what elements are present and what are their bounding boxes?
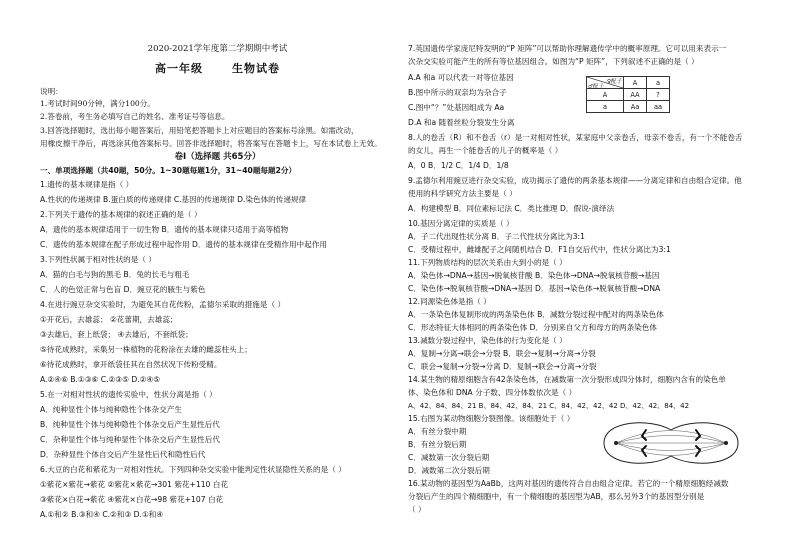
instruction-1: 1.考试时间90分钟，满分100分。 xyxy=(40,99,155,108)
question-line: ①紫花×紫花→紫花 ②紫花×紫花→301 紫花+110 白花 xyxy=(40,480,228,489)
exam-heading xyxy=(40,64,395,74)
matrix-cell: aa xyxy=(647,101,670,113)
question-line: 11.下列物质结构的层次关系由大到小的是（ ） xyxy=(408,258,567,267)
question-line: C．减数第一次分裂后期 xyxy=(408,453,490,462)
question-line: A．复制→分离→联会→分裂 B．联会→复制→分离→分裂 xyxy=(408,349,596,358)
matrix-row-label: A xyxy=(587,89,624,101)
part-heading: 一、单项选择题（共40题，50分。1~30题每题1分，31~40题每题2分） xyxy=(40,166,297,175)
question-line: A．构建模型 B．同位素标记法 C．类比推理 D．假说-演绎法 xyxy=(408,204,615,213)
question-line: 5.在一对相对性状的遗传实验中，性状分离是指（ ） xyxy=(40,390,217,399)
question-line: C．人的色觉正常与色盲 D．豌豆花的腋生与紫色 xyxy=(40,285,206,294)
question-line: B.图中所示的双亲均为杂合子 xyxy=(408,88,507,97)
question-line: A．一条染色体复制形成的两条染色体 B．减数分裂过程中配对的两条染色体 xyxy=(408,310,664,319)
question-line: C．受精过程中，雌雄配子之间随机结合 D．F1自交后代中，性状分离比为3:1 xyxy=(408,245,671,254)
question-line: （ ） xyxy=(408,505,426,514)
question-line: 使用的科学研究方法主要是（ ） xyxy=(408,189,517,198)
question-line: 3.下列性状属于相对性状的是（ ） xyxy=(40,255,156,264)
question-line: D．减数第二次分裂后期 xyxy=(408,466,490,475)
question-line: C．遗传的基本规律在配子形成过程中起作用 D．遗传的基本规律在受精作用中起作用 xyxy=(40,240,327,249)
matrix-cell: AA xyxy=(624,89,647,101)
question-line: 12.同源染色体是指（ ） xyxy=(408,297,491,306)
question-line: A．有丝分裂中期 xyxy=(408,427,467,436)
question-line: D．杂种显性个体自交后产生显性后代和隐性后代 xyxy=(40,450,206,459)
question-line: ①开花后，去雄蕊； ②花蕾期，去雄蕊； xyxy=(40,315,178,324)
question-line: 14.某生物的精原细胞含有42条染色体，在减数第一次分裂形成四分体时，细胞内含有的染色单 xyxy=(408,375,726,384)
question-line: A.A 和a 可以代表一对等位基因 xyxy=(408,73,514,82)
question-line: A.②④⑥ B.①③⑥ C.②③⑤ D.②④⑤ xyxy=(40,375,161,384)
question-line: A.性状的传递规律 B.蛋白质的传递规律 C.基因的传递规律 D.染色体的传递规律 xyxy=(40,195,307,204)
question-line: ⑥待花成熟时，拿开纸袋任其在自然状况下传粉受精。 xyxy=(40,360,222,369)
matrix-col-label: a xyxy=(647,77,670,89)
question-line: 8.人的卷舌（R）和不卷舌（r）是一对相对性状，某家庭中父亲卷舌，母亲不卷舌，有一个不能卷舌 xyxy=(408,133,743,142)
instructions-label: 说明： xyxy=(40,87,63,96)
question-line: 13.减数分裂过程中，染色体的行为变化是（ ） xyxy=(408,336,567,345)
matrix-row-label: a xyxy=(587,101,624,113)
question-line: A.①和② B.③和④ C.②和③ D.①和④ xyxy=(40,510,164,519)
grade-label: 高一年级 xyxy=(155,62,203,75)
question-line: D.A 和a 随着丝粒分裂发生分离 xyxy=(408,118,515,127)
question-line: 16.某动物的基因型为AaBb，这两对基因的遗传符合自由组合定律。若它的一个精原细胞经减数 xyxy=(408,479,729,488)
question-line: B．纯种显性个体与纯种隐性个体杂交后产生显性后代 xyxy=(40,420,220,429)
matrix-header-top: ♀配子 xyxy=(606,79,622,85)
question-line: A．遗传的基本规律适用于一切生物 B．遗传的基本规律只适用于高等植物 xyxy=(40,225,289,234)
subject-label: 生物试卷 xyxy=(231,62,280,75)
question-line: 15.右图为某动物细胞分裂图像。该细胞处于（ ） xyxy=(408,414,575,423)
question-line: ⑤待花成熟时，采集另一株植物的花粉涂在去雄的雌蕊柱头上； xyxy=(40,345,252,354)
instruction-2: 2.答卷前，考生务必填写自己的姓名、准考证号等信息。 xyxy=(40,112,230,121)
question-line: 2.下列关于遗传的基本规律的叙述正确的是（ ） xyxy=(40,210,202,219)
question-line: C．染色体→脱氧核苷酸→DNA→基因 D．基因→染色体→脱氧核苷酸→DNA xyxy=(408,284,661,293)
instruction-4: 用橡皮擦干净后，再选涂其他答案标号。回答非选择题时，将答案写在答题卡上，写在本试卷上无效。 xyxy=(40,139,382,148)
question-line: C．形态特征大体相同的两条染色体 D．分别来自父方和母方的两条染色体 xyxy=(408,323,657,332)
question-line: A．纯种显性个体与纯种隐性个体杂交产生 xyxy=(40,405,182,414)
question-line: A．猫的白毛与狗的黑毛 B．兔的长毛与粗毛 xyxy=(40,270,190,279)
matrix-header-left: ♂配子 xyxy=(588,84,604,90)
question-line: ③去雄后，套上纸袋； ④去雄后，不套纸袋； xyxy=(40,330,193,339)
matrix-col-label: A xyxy=(624,77,647,89)
question-line: A．子二代出现性状分离 B．子二代性状分离比为3:1 xyxy=(408,232,585,241)
question-line: 4.在进行豌豆杂交实验时，为避免其自花传粉，孟德尔采取的措施是（ ） xyxy=(40,300,286,309)
section-title: 卷Ⅰ（选择题 共65分） xyxy=(174,152,261,162)
matrix-cell: ? xyxy=(647,89,670,101)
question-line: 6.大豆的白花和紫花为一对相对性状。下列四种杂交实验中能判定性状显隐性关系的是（ ） xyxy=(40,465,346,474)
question-line: A、42、84、84、21 B、84、42、84、21 C、84、42、42、42 D、42、42、84、42 xyxy=(408,402,690,410)
question-line: ③紫花×白花→紫花 ④紫花×白花→98 紫花+107 白花 xyxy=(40,495,224,504)
question-line: 7.英国遗传学家庞尼特发明的“P 矩阵”可以帮助你理解遗传学中的概率原理。它可以用来表示一 xyxy=(408,44,727,53)
question-line: 10.基因分离定律的实质是（ ） xyxy=(408,219,514,228)
matrix-cell: Aa xyxy=(624,101,647,113)
question-line: B．有丝分裂后期 xyxy=(408,440,467,449)
cell-division-figure xyxy=(596,414,746,472)
question-line: A．染色体→DNA→基因→脱氧核苷酸 B．染色体→DNA→脱氧核苷酸→基因 xyxy=(408,271,660,280)
question-line: C.图中“？”处基因组成为 Aa xyxy=(408,103,505,112)
instruction-3: 3.回答选择题时，选出每小题答案后，用铅笔把答题卡上对应题目的答案标号涂黑。如需改动， xyxy=(40,126,359,135)
question-line: A．0 B．1/2 C．1/4 D．1/8 xyxy=(408,161,509,170)
exam-title: 2020-2021学年度第二学期期中考试 xyxy=(147,44,288,54)
question-line: C．联会→复制→分裂→分离 D．复制→联会→分离→分裂 xyxy=(408,362,597,371)
question-line: C．杂种显性个体与纯种显性个体杂交后产生显性后代 xyxy=(40,435,220,444)
question-line: 次杂交实验可能产生的所有等位基因组合。如图为“P 矩阵”，下列叙述不正确的是（ ） xyxy=(408,57,699,66)
question-line: 9.孟德尔利用豌豆进行杂交实验，成功揭示了遗传的两条基本规律——分离定律和自由组合定律。他 xyxy=(408,176,742,185)
question-line: 分裂后产生的四个精细胞中，有一个精细胞的基因型为AB，那么另外3个的基因型分别是 xyxy=(408,492,705,501)
question-line: 体、染色体和 DNA 分子数、四分体数依次是（ ） xyxy=(408,388,577,397)
question-line: 1.遗传的基本规律是指（ ） xyxy=(40,180,134,189)
question-line: 的女儿，再生一个能卷舌的儿子的概率是（ ） xyxy=(408,146,563,155)
